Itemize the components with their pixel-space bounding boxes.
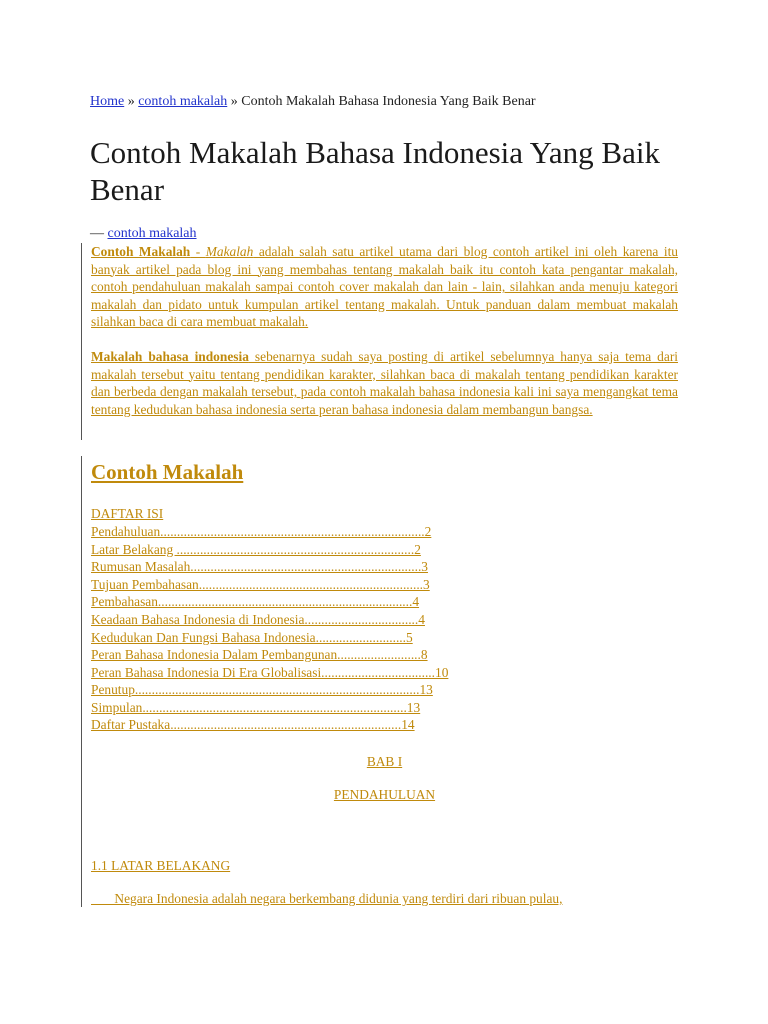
second-bold-lead: Makalah bahasa indonesia: [91, 348, 249, 364]
toc-row[interactable]: Kedudukan Dan Fungsi Bahasa Indonesia...........................5: [91, 629, 413, 645]
breadcrumb: [90, 94, 678, 110]
toc-row[interactable]: Simpulan...............................................................................13: [91, 699, 421, 715]
breadcrumb-home-link[interactable]: Home: [90, 94, 125, 109]
page-title: Contoh Makalah Bahasa Indonesia Yang Baik Benar: [90, 135, 660, 207]
chapter-title[interactable]: PENDAHULUAN: [333, 787, 436, 803]
toc-row[interactable]: Peran Bahasa Indonesia Dalam Pembangunan.........................8: [91, 647, 428, 663]
toc-row[interactable]: Rumusan Masalah.....................................................................3: [91, 559, 428, 575]
toc-row[interactable]: Pembahasan............................................................................4: [91, 594, 420, 610]
article-intro: [81, 243, 678, 440]
intro-italic-term: Makalah: [205, 244, 254, 259]
intro-paragraph[interactable]: [91, 243, 678, 331]
breadcrumb-separator: »: [227, 94, 242, 109]
toc-row[interactable]: Tujuan Pembahasan...................................................................3: [91, 576, 430, 592]
makalah-section: [81, 456, 678, 907]
intro-bold-lead: Contoh Makalah: [91, 244, 191, 259]
breadcrumb-separator: »: [124, 94, 139, 109]
post-category: [90, 226, 678, 242]
toc-row[interactable]: Latar Belakang .......................................................................2: [91, 541, 421, 557]
section-heading[interactable]: Contoh Makalah: [91, 460, 244, 485]
body-first-line[interactable]: Negara Indonesia adalah negara berkembang didunia yang terdiri dari ribuan pulau,: [91, 891, 563, 907]
toc-row[interactable]: Keadaan Bahasa Indonesia di Indonesia..................................4: [91, 611, 425, 627]
category-dash: —: [90, 226, 108, 241]
toc-heading[interactable]: DAFTAR ISI: [91, 506, 164, 522]
chapter-label[interactable]: BAB I: [366, 754, 403, 770]
second-paragraph[interactable]: [91, 348, 678, 418]
table-of-contents: [91, 505, 678, 734]
toc-row[interactable]: Peran Bahasa Indonesia Di Era Globalisasi..................................10: [91, 664, 449, 680]
toc-row[interactable]: Penutup.....................................................................................13: [91, 682, 433, 698]
second-text: sebenarnya sudah saya posting di artikel sebelumnya hanya saja tema dari makalah tersebut yaitu tentang pendidikan karakter, silahkan baca di makalah tentang pendidikan karakter dan berbeda dengan makalah tersebut, pada contoh makalah bahasa indonesia kali ini saya mengangkat tema tentang kedudukan bahasa indonesia serta peran bahasa indonesia dalam membangun bangsa.: [91, 348, 678, 417]
article-page: [90, 94, 678, 907]
toc-row[interactable]: Pendahuluan...............................................................................2: [91, 523, 432, 539]
breadcrumb-current: Contoh Makalah Bahasa Indonesia Yang Baik Benar: [241, 94, 536, 109]
intro-text: adalah salah satu artikel utama dari blog contoh artikel ini oleh karena itu banyak artikel pada blog ini yang membahas tentang makalah baik itu contoh kata pengantar makalah, contoh pendahuluan makalah sampai contoh cover makalah dan lain - lain, silahkan anda menuju kategori makalah dan pidato untuk kumpulan artikel tentang makalah. Untuk panduan dalam membuat makalah silahkan baca di cara membuat makalah.: [91, 244, 679, 330]
toc-row[interactable]: Daftar Pustaka.....................................................................14: [91, 717, 415, 733]
breadcrumb-category-link[interactable]: contoh makalah: [138, 94, 228, 109]
category-link[interactable]: contoh makalah: [107, 226, 197, 241]
intro-dash: -: [190, 244, 206, 259]
subsection-heading[interactable]: 1.1 LATAR BELAKANG: [91, 858, 231, 874]
